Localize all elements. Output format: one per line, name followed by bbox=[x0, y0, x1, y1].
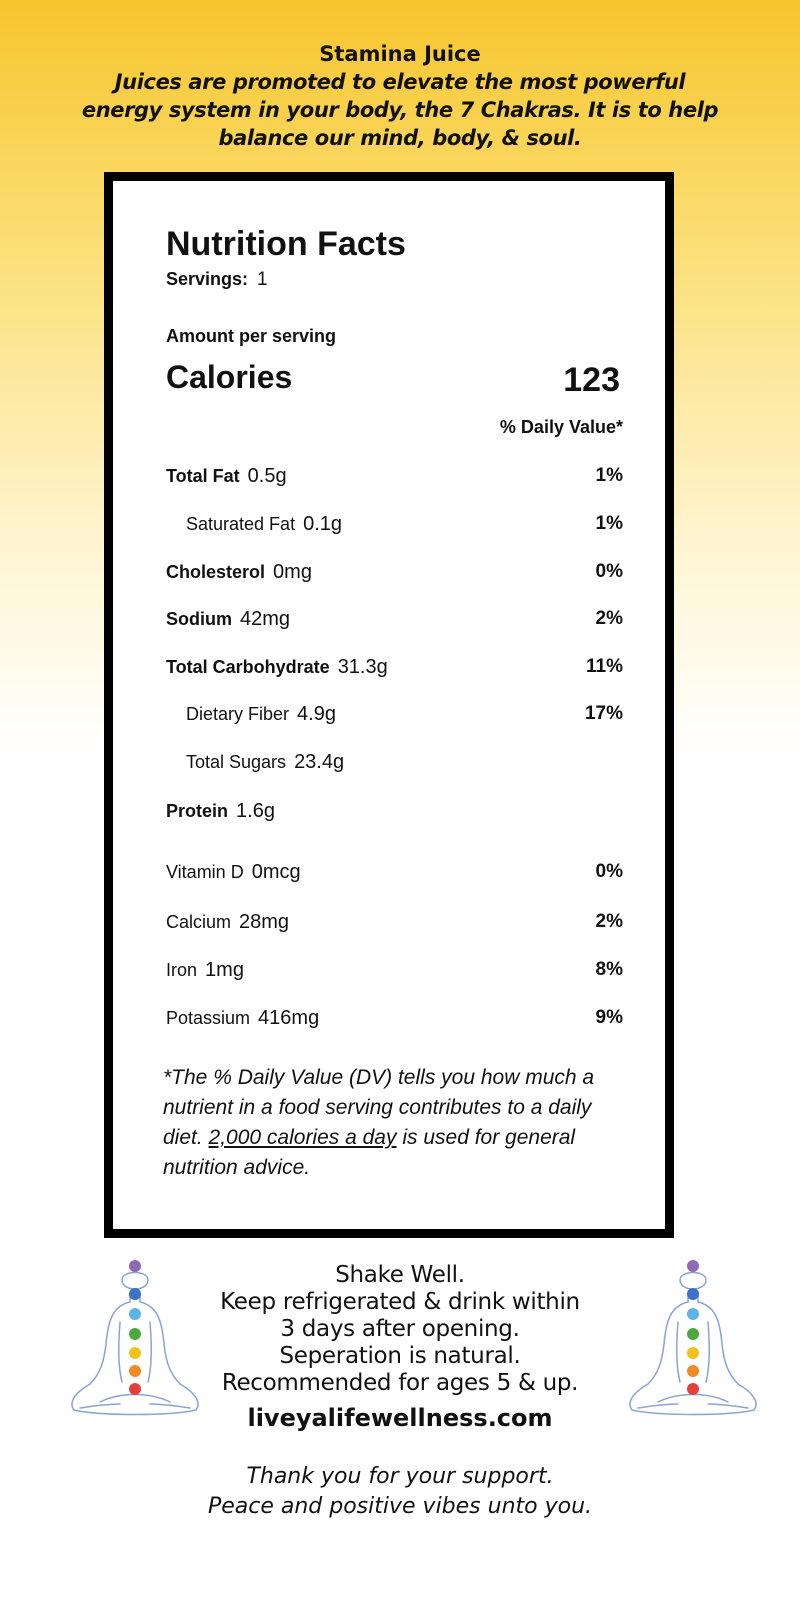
nutrient-row-calcium bbox=[166, 911, 623, 935]
nutrient-row-total-sugars bbox=[186, 751, 623, 775]
footnote-calories-link: 2,000 calories a day bbox=[208, 1126, 397, 1149]
nutrient-row-cholesterol bbox=[166, 561, 623, 585]
nutrient-name: Protein bbox=[166, 801, 229, 821]
nutrient-amount: 31.3g bbox=[337, 656, 388, 678]
nutrient-dv: 2% bbox=[595, 911, 623, 932]
nutrient-amount: 23.4g bbox=[294, 751, 345, 773]
instruction-line: Seperation is natural. bbox=[279, 1343, 521, 1369]
instruction-line: Shake Well. bbox=[335, 1262, 465, 1288]
daily-value-header: % Daily Value* bbox=[499, 417, 623, 437]
nutrient-amount: 0mcg bbox=[251, 861, 301, 883]
thanks-line: Peace and positive vibes unto you. bbox=[207, 1494, 593, 1519]
nutrient-row-total-fat bbox=[166, 465, 623, 489]
thanks-line: Thank you for your support. bbox=[246, 1464, 554, 1489]
nutrient-amount: 0mg bbox=[273, 561, 312, 583]
nutrient-row-saturated-fat bbox=[186, 513, 623, 537]
amount-per-serving: Amount per serving bbox=[166, 326, 337, 346]
nutrient-dv: 1% bbox=[595, 465, 623, 486]
nutrient-amount: 42mg bbox=[240, 608, 291, 630]
footnote-text: *The % Daily Value (DV) tells you how much a nutrient in a food serving contributes to a daily diet. bbox=[163, 1066, 595, 1149]
nutrient-name: Iron bbox=[166, 960, 198, 980]
nutrient-amount: 0.5g bbox=[247, 465, 287, 487]
meditating-figure-icon bbox=[618, 1252, 768, 1432]
nutrient-row-vitamin-d bbox=[166, 861, 623, 885]
nutrient-dv: 8% bbox=[595, 959, 623, 980]
storage-instructions bbox=[160, 1262, 640, 1397]
nutrient-row-potassium bbox=[166, 1007, 623, 1031]
thank-you-message bbox=[120, 1462, 680, 1522]
calories-label: Calories bbox=[166, 359, 293, 395]
nutrient-name: Total Carbohydrate bbox=[166, 657, 330, 677]
nutrient-amount: 1.6g bbox=[236, 800, 275, 822]
nutrition-facts-title: Nutrition Facts bbox=[166, 225, 406, 263]
nutrient-amount: 0.1g bbox=[303, 513, 343, 535]
nutrient-row-sodium bbox=[166, 608, 623, 632]
nutrient-row-protein bbox=[166, 800, 623, 824]
nutrient-dv: 11% bbox=[586, 656, 623, 677]
website: liveyalifewellness.com bbox=[247, 1404, 553, 1432]
product-tagline: Juices are promoted to elevate the most powerful energy system in your body, the 7 Chakras. It is to help balance our mind, body, & soul. bbox=[81, 70, 719, 150]
header bbox=[0, 40, 800, 152]
nutrient-name: Vitamin D bbox=[166, 862, 244, 882]
nutrient-dv: 9% bbox=[595, 1007, 623, 1028]
instruction-line: Recommended for ages 5 & up. bbox=[221, 1370, 579, 1396]
footnote-text-end: is used for general nutrition advice. bbox=[163, 1126, 576, 1179]
nutrient-name: Total Fat bbox=[166, 466, 240, 486]
nutrient-row-iron bbox=[166, 959, 623, 983]
nutrient-dv: 0% bbox=[595, 861, 623, 882]
nutrient-dv: 2% bbox=[595, 608, 623, 629]
nutrient-row-total-carbohydrate bbox=[166, 656, 623, 680]
nutrient-dv: 1% bbox=[595, 513, 623, 534]
servings-value: 1 bbox=[257, 269, 268, 290]
nutrient-amount: 28mg bbox=[239, 911, 290, 933]
nutrient-name: Sodium bbox=[166, 609, 232, 629]
instruction-line: 3 days after opening. bbox=[280, 1316, 520, 1342]
nutrient-name: Saturated Fat bbox=[186, 514, 296, 534]
nutrient-dv: 17% bbox=[584, 703, 623, 724]
nutrient-amount: 416mg bbox=[258, 1007, 320, 1029]
nutrient-name: Total Sugars bbox=[186, 752, 287, 772]
nutrient-amount: 4.9g bbox=[297, 703, 336, 725]
chakra-figure-right-icon bbox=[618, 1252, 768, 1432]
nutrient-name: Calcium bbox=[166, 912, 232, 932]
product-title: Stamina Juice bbox=[319, 42, 481, 66]
nutrient-name: Dietary Fiber bbox=[186, 704, 290, 724]
nutrient-dv: 0% bbox=[595, 561, 623, 582]
nutrition-facts-label bbox=[104, 172, 674, 1238]
servings-label: Servings: bbox=[166, 269, 249, 289]
instruction-line: Keep refrigerated & drink within bbox=[220, 1289, 580, 1315]
nutrient-row-dietary-fiber bbox=[186, 703, 623, 727]
nutrient-name: Potassium bbox=[166, 1008, 251, 1028]
servings bbox=[166, 269, 268, 291]
nutrient-name: Cholesterol bbox=[166, 562, 266, 582]
daily-value-footnote bbox=[163, 1063, 633, 1183]
nutrient-amount: 1mg bbox=[205, 959, 244, 981]
calories-value: 123 bbox=[563, 361, 620, 399]
